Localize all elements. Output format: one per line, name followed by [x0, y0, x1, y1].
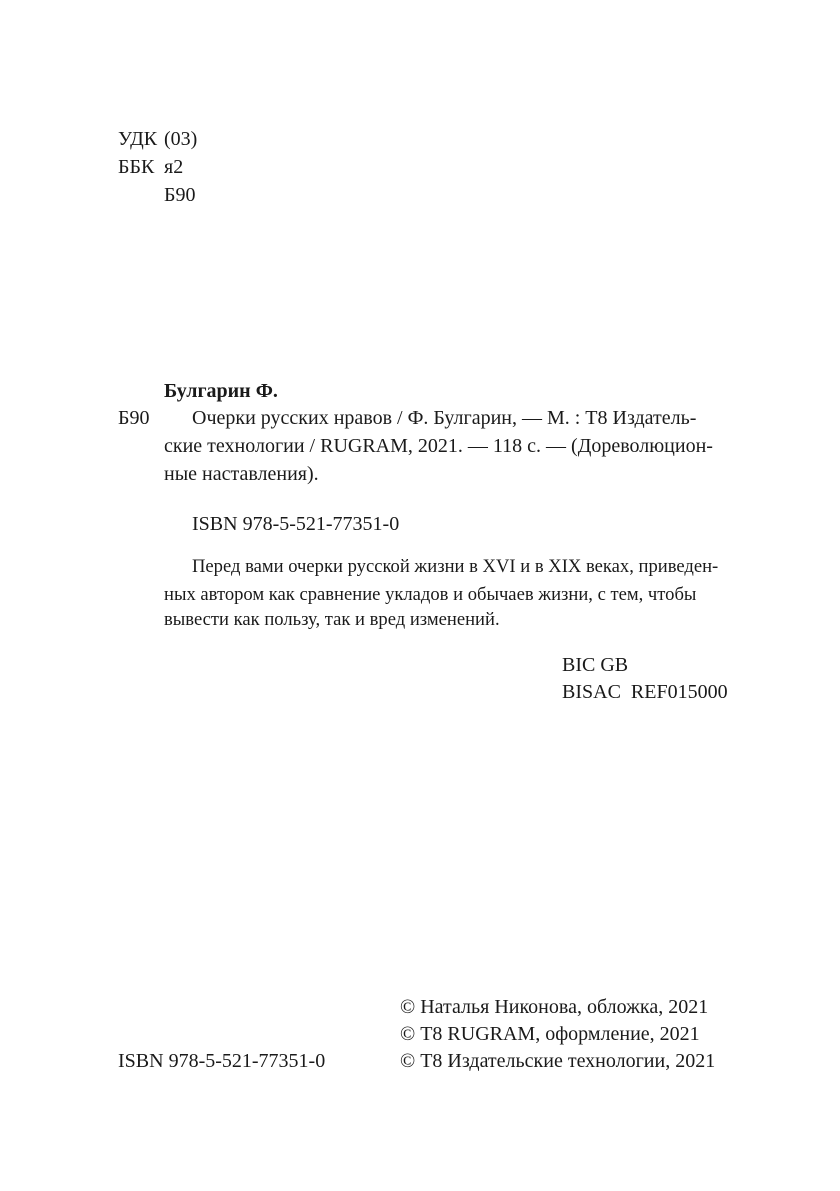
copyright-cover: © Наталья Никонова, обложка, 2021 [400, 996, 709, 1018]
udk-value: (03) [164, 128, 198, 150]
copyright-design: © Т8 RUGRAM, оформление, 2021 [400, 1023, 700, 1045]
author-heading: Булгарин Ф. [164, 380, 278, 402]
author-mark: Б90 [118, 407, 150, 429]
annotation-line-2: ных автором как сравнение укладов и обычаев жизни, с тем, чтобы [164, 584, 697, 605]
bic-code: BIC GB [562, 654, 629, 676]
bisac-code: BISAC REF015000 [562, 681, 728, 703]
description-line-2: ские технологии / RUGRAM, 2021. — 118 с. — (Дореволюцион- [164, 435, 713, 457]
record-isbn: ISBN 978-5-521-77351-0 [192, 513, 400, 535]
description-line-1: Очерки русских нравов / Ф. Булгарин, — М. : Т8 Издатель- [192, 407, 697, 429]
bbk-label: ББК [118, 156, 155, 178]
copyright-publisher: © Т8 Издательские технологии, 2021 [400, 1050, 716, 1072]
description-line-3: ные наставления). [164, 463, 319, 485]
annotation-line-3: вывести как пользу, так и вред изменений. [164, 609, 500, 630]
bbk-value: я2 [164, 156, 184, 178]
annotation-line-1: Перед вами очерки русской жизни в XVI и в XIX веках, приведен- [192, 556, 719, 577]
udk-label: УДК [118, 128, 158, 150]
footer-isbn: ISBN 978-5-521-77351-0 [118, 1050, 326, 1072]
author-mark-top: Б90 [164, 184, 196, 206]
